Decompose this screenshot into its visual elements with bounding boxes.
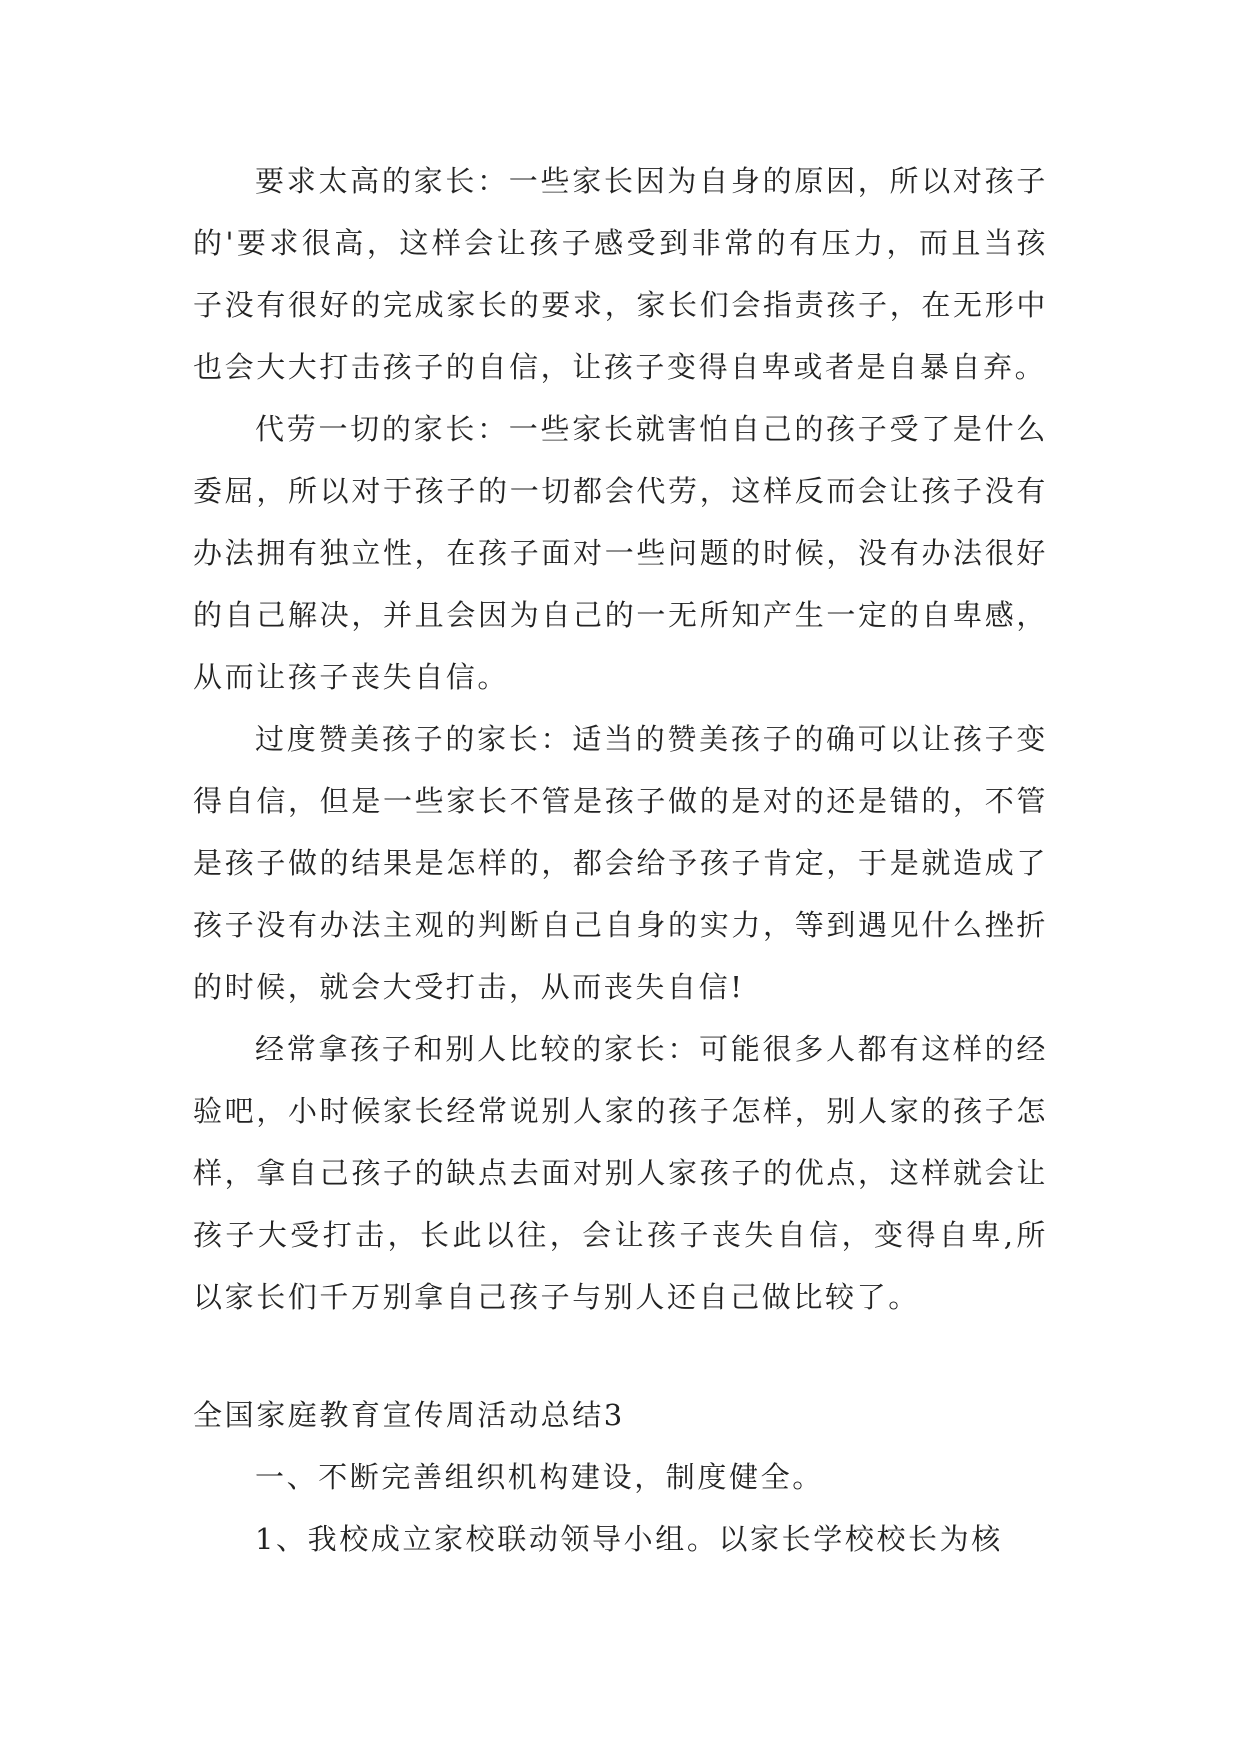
section-title: 全国家庭教育宣传周活动总结3 [193, 1398, 625, 1432]
section-paragraph: 一、不断完善组织机构建设，制度健全。 [255, 1460, 824, 1494]
document-page [193, 150, 1048, 1570]
paragraph-overprotective-parents: 代劳一切的家长：一些家长就害怕自己的孩子受了是什么委屈，所以对于孩子的一切都会代劳，这样反而会让孩子没有办法拥有独立性，在孩子面对一些问题的时候，没有办法很好的自己解决，并且会因为自己的一无所知产生一定的自卑感，从而让孩子丧失自信。 [193, 412, 1048, 694]
paragraph-comparing-parents: 经常拿孩子和别人比较的家长：可能很多人都有这样的经验吧，小时候家长经常说别人家的孩子怎样，别人家的孩子怎样，拿自己孩子的缺点去面对别人家孩子的优点，这样就会让孩子大受打击，长此以往，会让孩子丧失自信，变得自卑,所以家长们千万别拿自己孩子与别人还自己做比较了。 [193, 1032, 1048, 1314]
paragraph-demanding-parents: 要求太高的家长：一些家长因为自身的原因，所以对孩子的'要求很高，这样会让孩子感受到非常的有压力，而且当孩子没有很好的完成家长的要求，家长们会指责孩子，在无形中也会大大打击孩子的自信，让孩子变得自卑或者是自暴自弃。 [193, 164, 1048, 384]
paragraph-overpraising-parents: 过度赞美孩子的家长：适当的赞美孩子的确可以让孩子变得自信，但是一些家长不管是孩子做的是对的还是错的，不管是孩子做的结果是怎样的，都会给予孩子肯定，于是就造成了孩子没有办法主观的判断自己自身的实力，等到遇见什么挫折的时候，就会大受打击，从而丧失自信! [193, 722, 1048, 1004]
section-paragraph: 1、我校成立家校联动领导小组。以家长学校校长为核 [255, 1522, 1003, 1556]
